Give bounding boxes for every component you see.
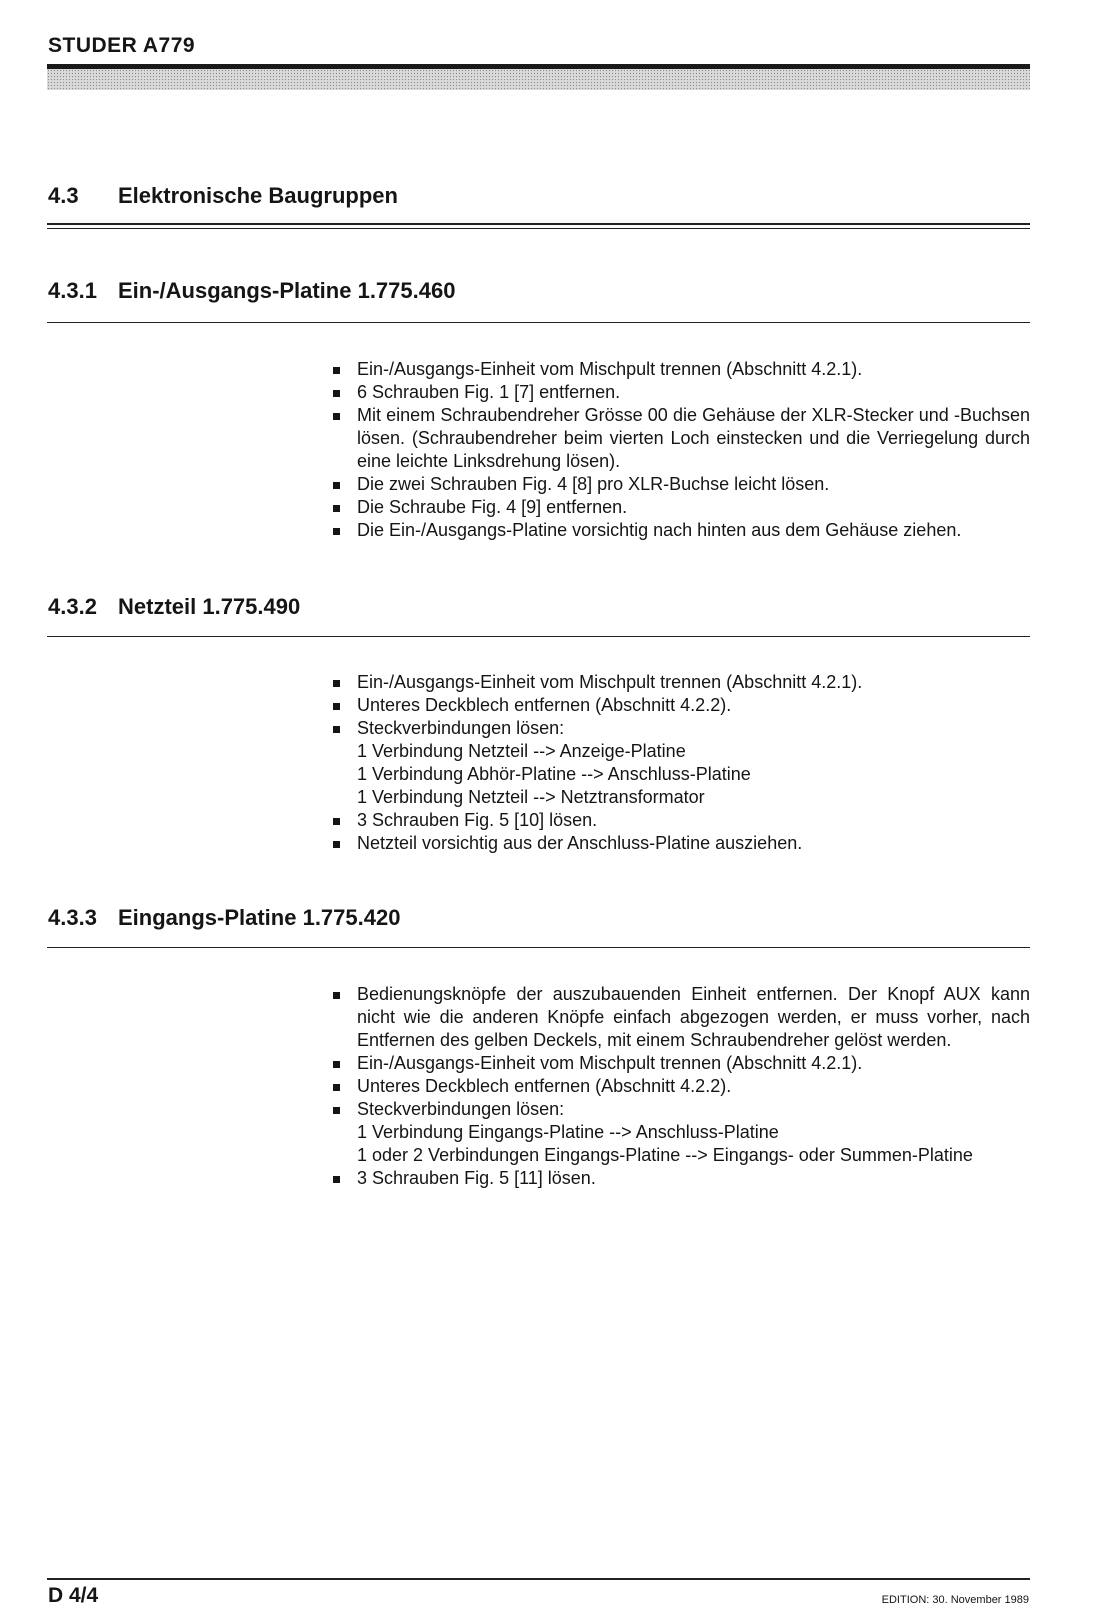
list-item: 6 Schrauben Fig. 1 [7] entfernen. <box>330 381 1030 404</box>
section-heading <box>48 183 398 209</box>
subsection-title: Ein-/Ausgangs-Platine 1.775.460 <box>118 278 456 303</box>
subsection-rule <box>47 636 1030 637</box>
section-number: 4.3 <box>48 183 79 208</box>
list-item: Netzteil vorsichtig aus der Anschluss-Platine ausziehen. <box>330 832 1030 855</box>
section-rule-top <box>47 223 1030 225</box>
document-header-title: STUDER A779 <box>48 34 196 57</box>
edition-date: EDITION: 30. November 1989 <box>881 1594 1029 1606</box>
instruction-list-4-3-1 <box>330 358 1030 542</box>
subsection-number: 4.3.2 <box>48 594 97 619</box>
list-item: Unteres Deckblech entfernen (Abschnitt 4.2.2). <box>330 694 1030 717</box>
subsection-number: 4.3.1 <box>48 278 97 303</box>
section-rule-bottom <box>47 228 1030 229</box>
list-item: Steckverbindungen lösen: <box>330 717 1030 740</box>
list-item: 3 Schrauben Fig. 5 [11] lösen. <box>330 1167 1030 1190</box>
instruction-list-4-3-2 <box>330 671 1030 855</box>
list-item: Ein-/Ausgangs-Einheit vom Mischpult trennen (Abschnitt 4.2.1). <box>330 671 1030 694</box>
page-number: D 4/4 <box>48 1584 99 1607</box>
list-item: Bedienungsknöpfe der auszubauenden Einheit entfernen. Der Knopf AUX kann nicht wie die anderen Knöpfe einfach abgezogen werden, er muss vorher, nach Entfernen des gelben Deckels, mit einem Schraubendreher gelöst werden. <box>330 983 1030 1052</box>
section-title: Elektronische Baugruppen <box>118 183 398 208</box>
list-subitem: 1 oder 2 Verbindungen Eingangs-Platine --> Eingangs- oder Summen-Platine <box>357 1145 973 1165</box>
subsection-heading-4-3-3 <box>48 905 400 931</box>
list-item: Steckverbindungen lösen: <box>330 1098 1030 1121</box>
subsection-heading-4-3-1 <box>48 278 455 304</box>
list-item: Mit einem Schraubendreher Grösse 00 die Gehäuse der XLR-Stecker und -Buchsen lösen. (Schraubendreher beim vierten Loch einstecken und die Verriegelung durch eine leichte Linksdrehung lösen). <box>330 404 1030 473</box>
subsection-heading-4-3-2 <box>48 594 300 620</box>
list-item: Unteres Deckblech entfernen (Abschnitt 4.2.2). <box>330 1075 1030 1098</box>
subsection-rule <box>47 322 1030 323</box>
list-subitem: 1 Verbindung Eingangs-Platine --> Anschluss-Platine <box>357 1122 779 1142</box>
subsection-title: Eingangs-Platine 1.775.420 <box>118 905 401 930</box>
subsection-title: Netzteil 1.775.490 <box>118 594 301 619</box>
list-item: Ein-/Ausgangs-Einheit vom Mischpult trennen (Abschnitt 4.2.1). <box>330 1052 1030 1075</box>
list-item: Die zwei Schrauben Fig. 4 [8] pro XLR-Buchse leicht lösen. <box>330 473 1030 496</box>
instruction-list-4-3-3 <box>330 983 1030 1190</box>
subsection-number: 4.3.3 <box>48 905 97 930</box>
footer-rule <box>47 1578 1030 1580</box>
subsection-rule <box>47 947 1030 948</box>
list-subitem: 1 Verbindung Netzteil --> Netztransformator <box>357 787 705 807</box>
list-item: Die Ein-/Ausgangs-Platine vorsichtig nach hinten aus dem Gehäuse ziehen. <box>330 519 1030 542</box>
list-item: Die Schraube Fig. 4 [9] entfernen. <box>330 496 1030 519</box>
list-item: 3 Schrauben Fig. 5 [10] lösen. <box>330 809 1030 832</box>
list-subitem: 1 Verbindung Abhör-Platine --> Anschluss-Platine <box>357 764 751 784</box>
list-subitem: 1 Verbindung Netzteil --> Anzeige-Platine <box>357 741 686 761</box>
header-bar-pattern <box>47 69 1030 90</box>
list-item: Ein-/Ausgangs-Einheit vom Mischpult trennen (Abschnitt 4.2.1). <box>330 358 1030 381</box>
